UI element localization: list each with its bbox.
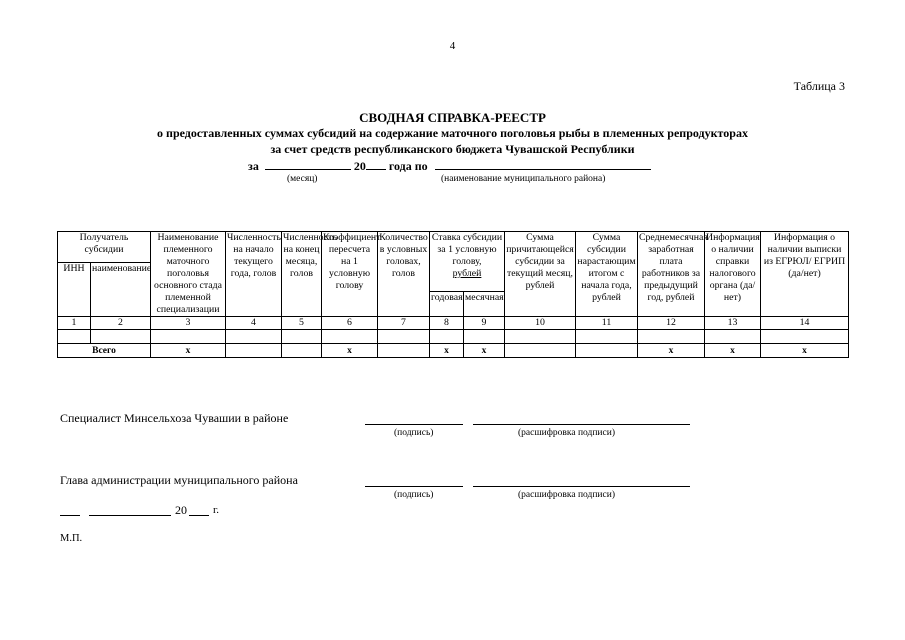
- header-rate: [430, 232, 505, 292]
- header-recipient: Получатель субсидии: [58, 232, 151, 263]
- data-cell: [58, 330, 91, 344]
- header-c4: Численность на начало текущего года, голов: [226, 232, 282, 317]
- header-c7: Количество в условных головах, голов: [378, 232, 430, 317]
- header-c6: Коэффициент пересчета на 1 условную голову: [322, 232, 378, 317]
- data-cell: [430, 330, 464, 344]
- colnum-5: 5: [282, 317, 322, 330]
- header-name: наименование: [91, 263, 151, 317]
- colnum-4: 4: [226, 317, 282, 330]
- data-cell: [378, 330, 430, 344]
- head-decoding-line: [473, 486, 690, 487]
- total-cell-5: [282, 344, 322, 358]
- data-cell: [638, 330, 705, 344]
- colnum-13: 13: [705, 317, 761, 330]
- goda-po-label: года по: [388, 159, 428, 173]
- data-cell: [705, 330, 761, 344]
- head-signature-caption: (подпись): [394, 490, 434, 500]
- year-blank: [366, 159, 386, 170]
- document-subtitle: о предоставленных суммах субсидий на содержание маточного поголовья рыбы в племенных репродукторах: [157, 126, 748, 140]
- date-year-suffix: г.: [213, 504, 220, 516]
- data-cell: [505, 330, 576, 344]
- colnum-2: 2: [91, 317, 151, 330]
- year-label: 20: [353, 159, 366, 173]
- data-cell: [91, 330, 151, 344]
- head-decoding-caption: (расшифровка подписи): [518, 490, 615, 500]
- header-c8: годовая: [430, 292, 464, 317]
- total-cell-4: [226, 344, 282, 358]
- header-c3: Наименование племенного маточного поголовья основного стада племенной специализации: [151, 232, 226, 317]
- data-cell: [464, 330, 505, 344]
- header-rate-text: Ставка субсидии за 1 условную голову,: [431, 232, 503, 267]
- specialist-decoding-line: [473, 424, 690, 425]
- specialist-signature-caption: (подпись): [394, 428, 434, 438]
- colnum-11: 11: [576, 317, 638, 330]
- data-cell: [576, 330, 638, 344]
- header-c11: Сумма субсидии нарастающим итогом с начала года, рублей: [576, 232, 638, 317]
- total-cell-3: x: [151, 344, 226, 358]
- total-label: Всего: [58, 344, 151, 358]
- za-label: за: [248, 159, 259, 173]
- total-cell-11: [576, 344, 638, 358]
- month-blank: [265, 159, 351, 170]
- colnum-10: 10: [505, 317, 576, 330]
- header-c12: Среднемесячная заработная плата работников за предыдущий год, рублей: [638, 232, 705, 317]
- page-number: 4: [449, 40, 456, 52]
- specialist-signature-line: [365, 424, 463, 425]
- date-month-line: [89, 515, 171, 516]
- total-cell-7: [378, 344, 430, 358]
- header-c14: Информация о наличии выписки из ЕГРЮЛ/ ЕГРИП (да/нет): [761, 232, 849, 317]
- colnum-1: 1: [58, 317, 91, 330]
- data-cell: [761, 330, 849, 344]
- document-title: СВОДНАЯ СПРАВКА-РЕЕСТР: [359, 110, 546, 125]
- total-cell-9: x: [464, 344, 505, 358]
- header-inn: ИНН: [58, 263, 91, 317]
- header-c10: Сумма причитающейся субсидии за текущий месяц, рублей: [505, 232, 576, 317]
- district-blank: [435, 159, 651, 170]
- total-cell-10: [505, 344, 576, 358]
- specialist-label: Специалист Минсельхоза Чувашии в районе: [60, 411, 289, 425]
- caption-month: (месяц): [287, 174, 318, 184]
- date-year: 20: [175, 503, 187, 517]
- total-cell-12: x: [638, 344, 705, 358]
- data-row-empty: [58, 330, 849, 344]
- header-row-1: [58, 232, 849, 263]
- total-cell-14: x: [761, 344, 849, 358]
- header-c9: месячная: [464, 292, 505, 317]
- colnum-9: 9: [464, 317, 505, 330]
- colnum-12: 12: [638, 317, 705, 330]
- caption-district: (наименование муниципального района): [441, 174, 606, 184]
- data-cell: [226, 330, 282, 344]
- period-line: [248, 159, 668, 174]
- data-cell: [151, 330, 226, 344]
- table-label: Таблица 3: [793, 79, 845, 93]
- document-subtitle-budget: за счет средств республиканского бюджета Чувашской Республики: [270, 142, 635, 156]
- specialist-decoding-caption: (расшифровка подписи): [518, 428, 615, 438]
- total-row: [58, 344, 849, 358]
- head-label: Глава администрации муниципального района: [60, 473, 298, 487]
- header-c5: Численность на конец месяца, голов: [282, 232, 322, 317]
- stamp-label: М.П.: [60, 533, 83, 544]
- total-cell-8: x: [430, 344, 464, 358]
- data-cell: [322, 330, 378, 344]
- header-c13: Информация о наличии справки налогового органа (да/нет): [705, 232, 761, 317]
- colnum-6: 6: [322, 317, 378, 330]
- colnum-3: 3: [151, 317, 226, 330]
- total-cell-13: x: [705, 344, 761, 358]
- colnum-14: 14: [761, 317, 849, 330]
- date-day-line: [60, 515, 80, 516]
- column-numbers-row: [58, 317, 849, 330]
- data-cell: [282, 330, 322, 344]
- colnum-7: 7: [378, 317, 430, 330]
- date-year-line: [189, 515, 209, 516]
- total-cell-6: x: [322, 344, 378, 358]
- registry-table: [57, 231, 849, 358]
- header-rate-unit: рублей: [452, 268, 482, 279]
- colnum-8: 8: [430, 317, 464, 330]
- head-signature-line: [365, 486, 463, 487]
